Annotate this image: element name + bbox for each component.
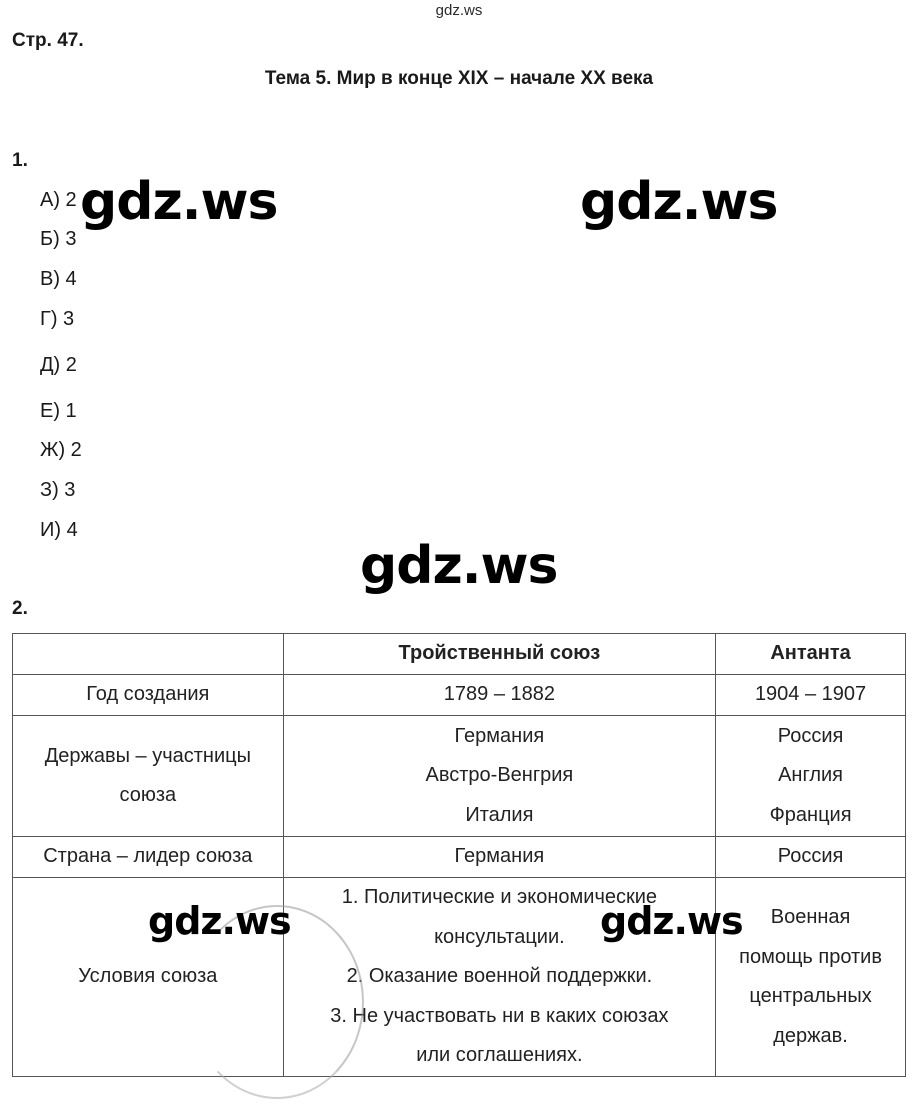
member-country: Россия [777,724,844,747]
condition-line: 3. Не участвовать ни в каких союзах [330,1004,669,1027]
row-label-line: союза [119,784,177,806]
row-label: Страна – лидер союза [13,837,284,878]
condition-line: помощь против [739,945,882,968]
table-row [13,837,906,878]
table-row [13,675,906,716]
entente-cell: 1904 – 1907 [716,675,906,716]
row-label: Условия союза [13,878,284,1077]
answer-item: А) 2 [40,189,77,211]
watermark: gdz.ws [360,536,558,596]
watermark: gdz.ws [580,172,778,232]
table-header-row [13,634,906,675]
page-number: Стр. 47. [12,30,84,51]
triple-cell: Германия [283,837,715,878]
condition-line: 2. Оказание военной поддержки. [346,965,653,988]
watermark-top: gdz.ws [435,2,483,19]
topic-title: Тема 5. Мир в конце XIX – начале XX века [264,68,654,89]
condition-line: центральных [749,985,872,1007]
table-row [13,878,906,1077]
task-2-number: 2. [12,598,28,619]
entente-cell [716,716,906,837]
row-label: Год создания [13,675,284,716]
table-header-entente: Антанта [716,634,906,675]
entente-cell: Россия [716,837,906,878]
condition-line: Военная [770,906,851,928]
watermark: gdz.ws [80,172,278,232]
answer-item: Е) 1 [40,400,77,422]
task-1-number: 1. [12,150,28,171]
watermark: gdz.ws [600,899,743,943]
row-label [13,716,284,837]
answer-item: З) 3 [40,479,76,501]
answer-item: Ж) 2 [40,439,82,461]
member-country: Германия [454,724,545,747]
condition-line: или соглашениях. [416,1044,583,1067]
triple-cell: 1789 – 1882 [283,675,715,716]
alliances-table [12,633,906,1077]
table-header-triple-alliance: Тройственный союз [283,634,715,675]
row-label-line: Державы – участницы [44,744,251,767]
answer-item: И) 4 [40,519,78,541]
answer-item: Г) 3 [40,308,75,330]
table-row [13,716,906,837]
member-country: Италия [465,803,534,826]
triple-cell [283,716,715,837]
condition-line: 1. Политические и экономические [341,886,658,909]
answer-item: Б) 3 [40,228,77,250]
answer-item: В) 4 [40,268,77,290]
condition-line: держав. [773,1024,848,1047]
condition-line: консультации. [434,925,565,948]
table-header-empty [13,634,284,675]
entente-cell [716,878,906,1077]
answer-item: Д) 2 [40,354,77,376]
watermark: gdz.ws [148,899,291,943]
member-country: Австро-Венгрия [425,764,574,787]
member-country: Франция [769,803,852,826]
member-country: Англия [778,764,844,787]
